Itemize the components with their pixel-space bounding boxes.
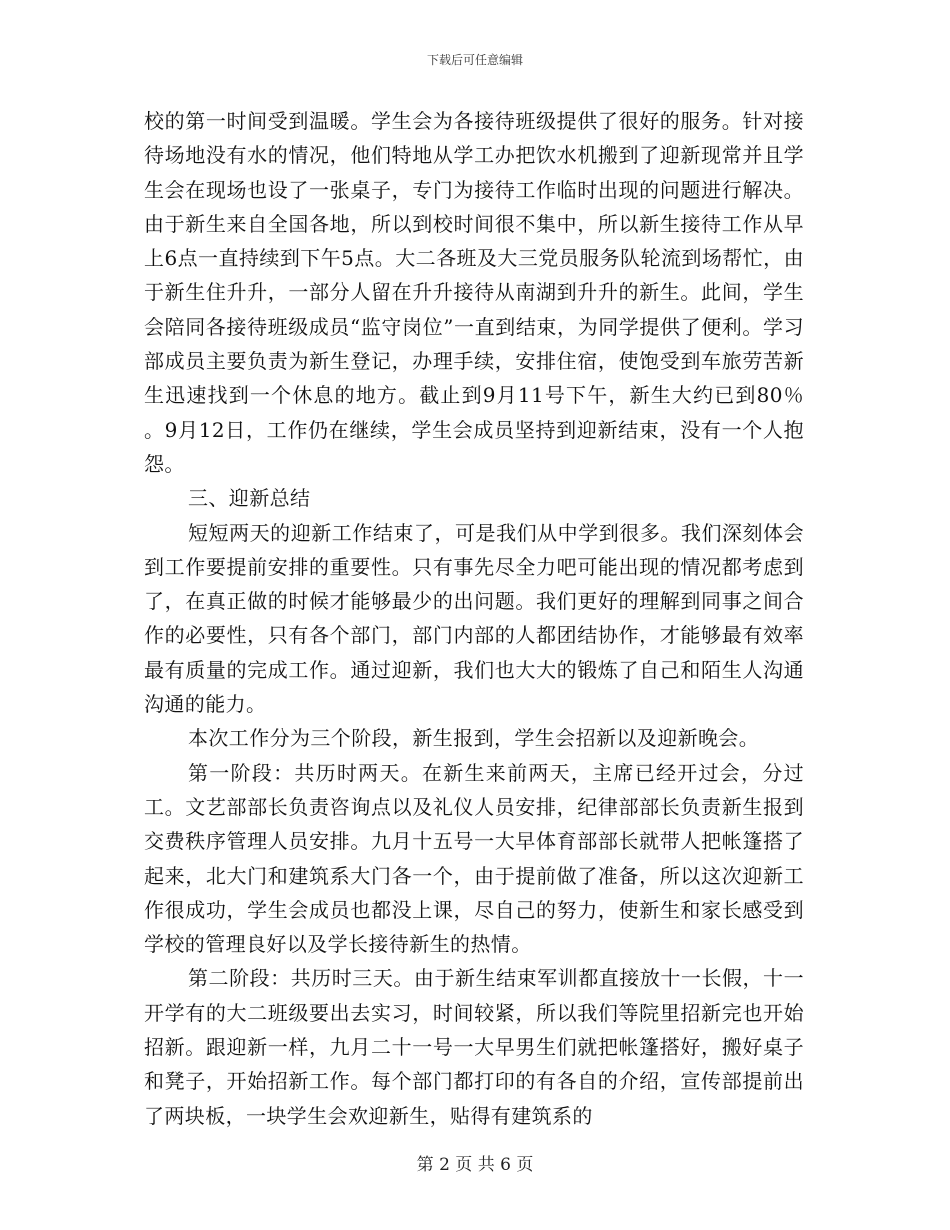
paragraph-three-stages: 本次工作分为三个阶段，新生报到，学生会招新以及迎新晚会。 <box>188 726 760 751</box>
paragraph-stage-two: 第二阶段：共历时三天。由于新生结束军训都直接放十一长假，十一开学有的大二班级要出去实习，时间较紧，所以我们等院里招新完也开始招新。跟迎新一样，九月二十一号一大早男生们就把帐篷搭好，搬好桌子和凳子，开始招新工作。每个部门都打印的有各自的介绍，宣传部提前出了两块板，一块学生会欢迎新生，贴得有建筑系的 <box>144 966 804 1128</box>
paragraph-welcome-service: 校的第一时间受到温暖。学生会为各接待班级提供了很好的服务。针对接待场地没有水的情况，他们特地从学工办把饮水机搬到了迎新现常并且学生会在现场也设了一张桌子，专门为接待工作临时出现的问题进行解决。 由于新生来自全国各地，所以到校时间很不集中，所以新生接待工作从早上6点一直持续到下午5点。大二各班及大三党员服务队轮流到场帮忙，由于新生住升升，一部分人留在升升接待从南湖到升升的新生。此间，学生会陪同各接待班级成员“监守岗位”一直到结束，为同学提供了便利。学习部成员主要负责为新生登记，办理手续，安排住宿，使饱受到车旅劳苦新生迅速找到一个休息的地方。截止到9月11号下午，新生大约已到80％ 。9月12日，工作仍在继续，学生会成员坚持到迎新结束，没有一个人抱怨。 <box>144 109 804 476</box>
paragraph-stage-one: 第一阶段：共历时两天。在新生来前两天，主席已经开过会，分过工。文艺部部长负责咨询点以及礼仪人员安排，纪律部部长负责新生报到交费秩序管理人员安排。九月十五号一大早体育部部长就带人把帐篷搭了起来，北大门和建筑系大门各一个，由于提前做了准备，所以这次迎新工作很成功，学生会成员也都没上课，尽自己的努力，使新生和家长感受到学校的管理良好以及学长接待新生的热情。 <box>144 760 804 957</box>
page-number-footer: 第 2 页 共 6 页 <box>416 1155 534 1175</box>
page-header-note: 下载后可任意编辑 <box>426 53 523 67</box>
document-body <box>144 104 804 1133</box>
paragraph-summary: 短短两天的迎新工作结束了，可是我们从中学到很多。我们深刻体会到工作要提前安排的重要性。只有事先尽全力吧可能出现的情况都考虑到了，在真正做的时候才能够最少的出问题。我们更好的理解到同事之间合作的必要性，只有各个部门，部门内部的人都团结协作，才能够最有效率最有质量的完成工作。通过迎新，我们也大大的锻炼了自己和陌生人沟通沟通的能力。 <box>144 520 804 717</box>
section-heading-summary: 三、迎新总结 <box>188 486 311 511</box>
